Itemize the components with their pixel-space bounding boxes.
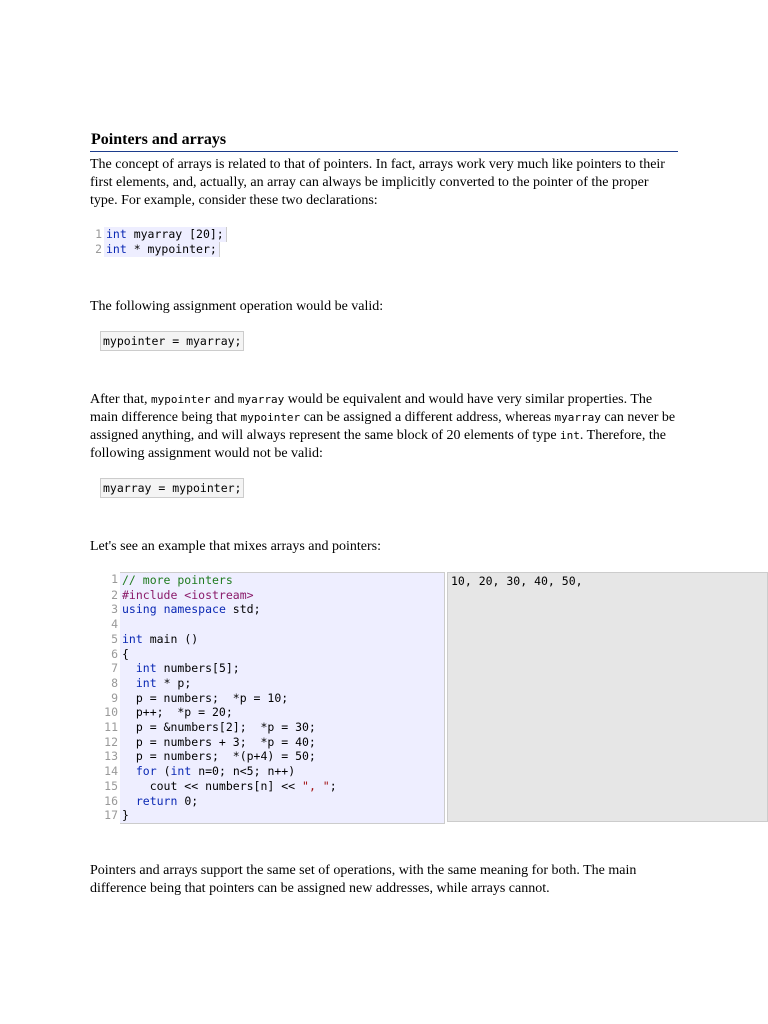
- code-text: using namespace std;: [120, 602, 445, 617]
- code-text: #include <iostream>: [120, 588, 445, 603]
- equivalence-paragraph: [90, 391, 678, 463]
- code-text: // more pointers: [120, 572, 445, 588]
- text: . Therefore, the following assignment would not be valid:: [90, 428, 666, 461]
- code-line: [90, 227, 227, 242]
- code-line: [100, 647, 445, 662]
- code-line: [90, 242, 227, 257]
- line-number: 1: [95, 227, 102, 241]
- line-number: 13: [104, 749, 118, 764]
- code-line: [100, 588, 445, 603]
- inline-code: myarray: [554, 411, 601, 424]
- line-number: 14: [104, 764, 118, 779]
- code-text: [104, 227, 227, 242]
- inline-code: int: [560, 429, 580, 442]
- line-number: 10: [104, 705, 118, 720]
- code-rest: * mypointer;: [126, 242, 217, 256]
- example-block: [90, 572, 768, 824]
- line-number: 5: [111, 631, 118, 646]
- line-number: 12: [104, 734, 118, 749]
- code-line: [100, 808, 445, 824]
- code-keyword: int: [106, 242, 127, 256]
- line-number: 17: [104, 808, 118, 823]
- line-number: 2: [111, 587, 118, 602]
- code-line: [100, 572, 445, 588]
- code-line: [100, 720, 445, 735]
- line-number: 6: [111, 646, 118, 661]
- closing-paragraph: Pointers and arrays support the same set of operations, with the same meaning for both. The main difference being that pointers can be assigned new addresses, while arrays cannot.: [90, 863, 637, 896]
- inline-code: mypointer: [151, 393, 211, 406]
- code-text: int main (): [120, 632, 445, 647]
- code-line: [100, 735, 445, 750]
- code-line: [100, 676, 445, 691]
- assignment-paragraph: The following assignment operation would be valid:: [90, 299, 384, 314]
- code-line: [100, 794, 445, 809]
- code-text: }: [120, 808, 445, 824]
- section-title: Pointers and arrays: [90, 130, 678, 152]
- text: can never be assigned anything, and will always represent the same block of 20 elements of type: [90, 410, 676, 443]
- inline-code: mypointer: [240, 411, 301, 424]
- text: would be equivalent and would have very similar properties. The main difference being that: [90, 392, 653, 425]
- code-line: [100, 617, 445, 632]
- code-line: [100, 632, 445, 647]
- line-number: 15: [104, 778, 118, 793]
- code-text: p = numbers; *p = 10;: [120, 691, 445, 706]
- intro-paragraph: The concept of arrays is related to that of pointers. In fact, arrays work very much like pointers to their first elements, and, actually, an array can always be implicitly converted to the pointer of the proper type. For example, consider these two declarations:: [90, 157, 665, 208]
- code-line: [100, 602, 445, 617]
- code-text: p = &numbers[2]; *p = 30;: [120, 720, 445, 735]
- line-number: 3: [111, 602, 118, 617]
- code-text: p = numbers + 3; *p = 40;: [120, 735, 445, 750]
- code-text: int numbers[5];: [120, 661, 445, 676]
- code-text: for (int n=0; n<5; n++): [120, 764, 445, 779]
- code-line: [100, 749, 445, 764]
- line-number: 7: [111, 661, 118, 676]
- code-line: [100, 764, 445, 779]
- code-text: int * p;: [120, 676, 445, 691]
- code-text: return 0;: [120, 794, 445, 809]
- code-text: p++; *p = 20;: [120, 705, 445, 720]
- line-number: 16: [104, 793, 118, 808]
- line-number: 1: [111, 572, 118, 586]
- code-text: p = numbers; *(p+4) = 50;: [120, 749, 445, 764]
- code-line: [100, 661, 445, 676]
- text: and: [210, 392, 238, 407]
- example-code: [100, 572, 445, 822]
- text: can be assigned a different address, whereas: [300, 410, 555, 425]
- inline-code: myarray: [237, 393, 285, 406]
- code-rest: myarray [20];: [126, 227, 224, 241]
- declaration-code-block: [90, 227, 227, 257]
- valid-assignment-snippet: mypointer = myarray;: [100, 331, 244, 351]
- code-text: {: [120, 647, 445, 662]
- invalid-assignment-snippet: myarray = mypointer;: [100, 478, 244, 498]
- code-line: [100, 705, 445, 720]
- article-content: [90, 130, 678, 898]
- code-text: [120, 617, 445, 632]
- line-number: 8: [111, 675, 118, 690]
- code-text: cout << numbers[n] << ", ";: [120, 779, 445, 794]
- code-line: [100, 691, 445, 706]
- code-line: [100, 779, 445, 794]
- code-text: [104, 242, 220, 257]
- text: After that,: [90, 392, 152, 407]
- example-intro-paragraph: Let's see an example that mixes arrays and pointers:: [90, 539, 381, 554]
- line-number: 2: [95, 242, 102, 256]
- line-number: 11: [104, 720, 118, 735]
- line-number: 4: [111, 617, 118, 632]
- line-number: 9: [111, 690, 118, 705]
- example-output: 10, 20, 30, 40, 50,: [447, 572, 768, 822]
- code-keyword: int: [106, 227, 127, 241]
